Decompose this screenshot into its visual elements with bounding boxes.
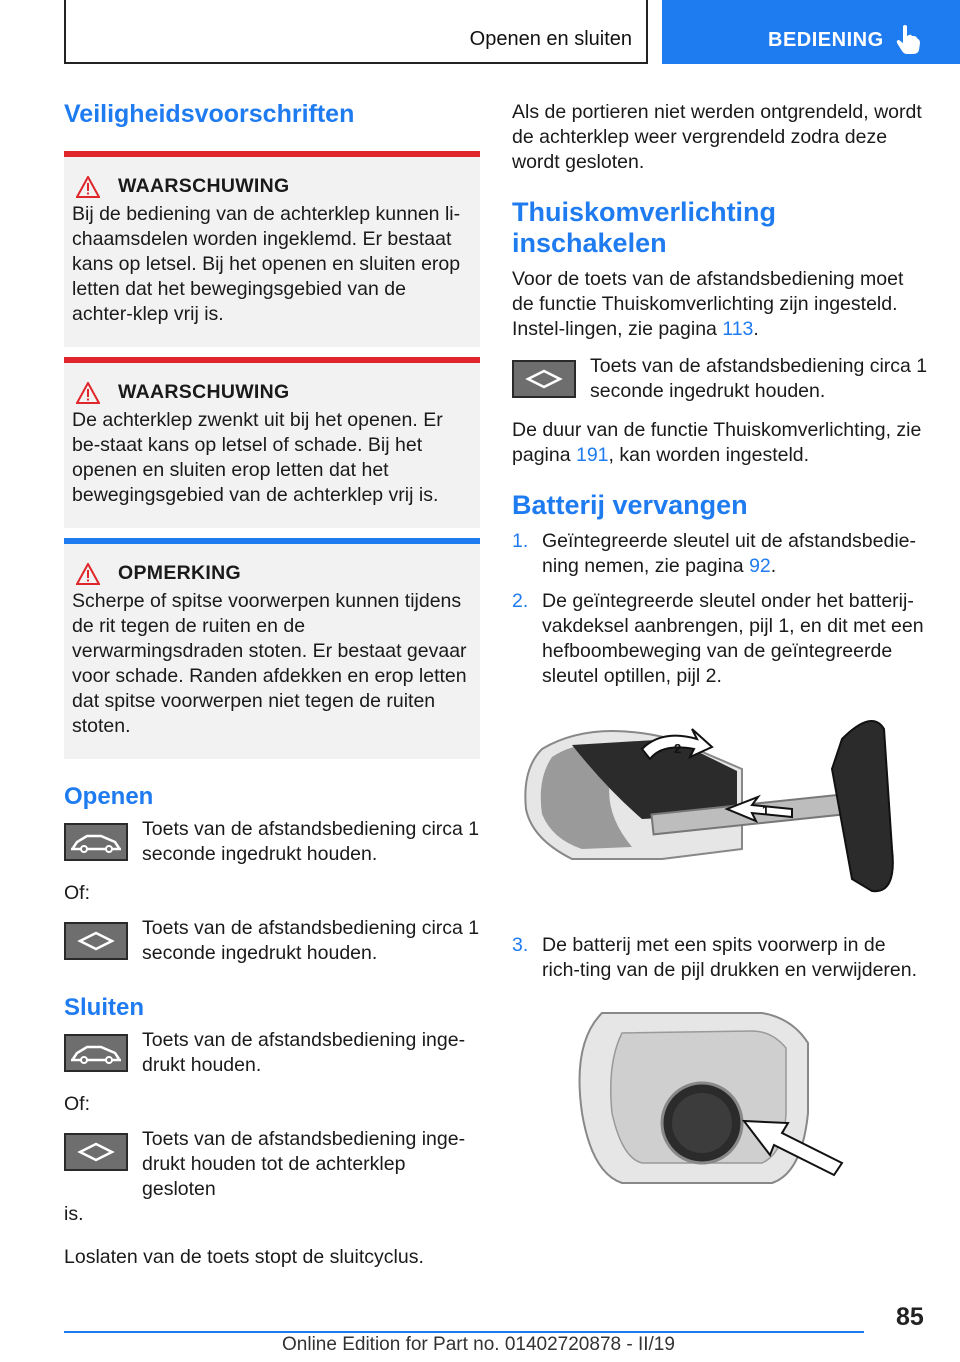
key-fob-lever-figure <box>512 709 928 909</box>
warning-box-1 <box>64 151 480 347</box>
diamond-key-icon <box>512 360 576 398</box>
home-light-step-text: Toets van de afstandsbediening circa 1 seconde ingedrukt houden. <box>590 355 928 402</box>
chapter-tab[interactable] <box>662 0 960 64</box>
tailgate-key-icon <box>64 823 128 861</box>
arrow-label-2: 2 <box>674 741 682 756</box>
open-heading: Openen <box>64 783 154 810</box>
close-step-text: Toets van de afstandsbediening inge-drukt houden. <box>142 1029 466 1076</box>
home-light-step <box>512 354 928 408</box>
left-column <box>64 100 480 1280</box>
footer-divider <box>64 1331 864 1333</box>
battery-steps <box>512 529 928 689</box>
battery-removal-figure <box>512 1003 928 1203</box>
page-link[interactable]: 92 <box>749 555 771 577</box>
battery-steps-continued <box>512 933 928 983</box>
close-step-text: Toets van de afstandsbediening inge-drukt houden tot de achterklep gesloten <box>142 1128 466 1200</box>
warning-triangle-icon <box>76 176 100 198</box>
pointing-hand-icon <box>896 24 920 54</box>
arrow-label-1: 1 <box>762 803 770 818</box>
close-heading: Sluiten <box>64 994 145 1021</box>
header-section-frame <box>64 0 648 64</box>
warning-text: De achterklep zwenkt uit bij het openen. Er be-staat kans op letsel of schade. Bij het openen en sluiten erop letten dat het bewegingsgebied van de achterklep vrij is. <box>72 409 443 506</box>
intro-text: Als de portieren niet werden ontgrendeld, wordt de achterklep weer vergrendeld zodra deze wordt gesloten. <box>512 101 922 173</box>
notice-text: Scherpe of spitse voorwerpen kunnen tijdens de rit tegen de ruiten en de verwarmingsdraden stoten. Er bestaat gevaar voor schade. Randen afdekken en erop letten dat spitse voorwerpen niet tegen de ruiten stoten. <box>72 590 467 737</box>
home-light-text: Voor de toets van de afstandsbediening moet de functie Thuiskomverlichting zijn ingesteld. Instel-lingen, zie pagina 113. <box>512 268 904 340</box>
page-link[interactable]: 113 <box>722 318 754 340</box>
close-step-text-end: is. <box>64 1203 84 1225</box>
home-light-heading: Thuiskomverlichting inschakelen <box>512 197 777 258</box>
tailgate-key-icon <box>64 1034 128 1072</box>
release-note: Loslaten van de toets stopt de sluitcyclus. <box>64 1246 424 1268</box>
warning-text: Bij de bediening van de achterklep kunnen li-chaamsdelen worden ingeklemd. Er bestaat kans op letsel. Bij het openen en sluiten erop letten dat het bewegingsgebied van de achter-klep vrij is. <box>72 203 461 325</box>
open-step-tailgate <box>64 817 480 871</box>
notice-box <box>64 538 480 759</box>
right-column <box>512 100 928 1227</box>
or-label: Of: <box>64 1093 91 1115</box>
close-step-tailgate <box>64 1028 480 1082</box>
diamond-key-icon <box>64 922 128 960</box>
section-title: Openen en sluiten <box>469 28 632 50</box>
page-number: 85 <box>896 1303 924 1331</box>
notice-title: OPMERKING <box>118 562 241 584</box>
footer-edition: Online Edition for Part no. 01402720878 - II/19 <box>282 1334 675 1355</box>
warning-title: WAARSCHUWING <box>118 175 290 197</box>
duration-text: De duur van de functie Thuiskomverlichting, zie pagina 191, kan worden ingesteld. <box>512 419 922 466</box>
notice-triangle-icon <box>76 563 100 585</box>
battery-heading: Batterij vervangen <box>512 490 748 520</box>
or-label: Of: <box>64 882 91 904</box>
warning-triangle-icon <box>76 382 100 404</box>
close-step-diamond <box>64 1127 480 1227</box>
open-step-diamond <box>64 916 480 970</box>
open-step-text: Toets van de afstandsbediening circa 1 seconde ingedrukt houden. <box>142 818 480 865</box>
open-step-text: Toets van de afstandsbediening circa 1 seconde ingedrukt houden. <box>142 917 480 964</box>
diamond-key-icon <box>64 1133 128 1171</box>
list-item: 1. Geïntegreerde sleutel uit de afstandsbedie-ning nemen, zie pagina 92. <box>512 530 916 577</box>
list-item: 2. De geïntegreerde sleutel onder het batterij-vakdeksel aanbrengen, pijl 1, en dit met een hefboombeweging van de geïntegreerde sleutel optillen, pijl 2. <box>512 590 924 687</box>
chapter-title: BEDIENING <box>768 29 884 51</box>
warning-box-2 <box>64 357 480 528</box>
safety-heading: Veiligheidsvoorschriften <box>64 100 355 128</box>
page-link[interactable]: 191 <box>575 444 609 466</box>
warning-title: WAARSCHUWING <box>118 381 290 403</box>
list-item: 3. De batterij met een spits voorwerp in de rich-ting van de pijl drukken en verwijderen. <box>512 934 918 981</box>
